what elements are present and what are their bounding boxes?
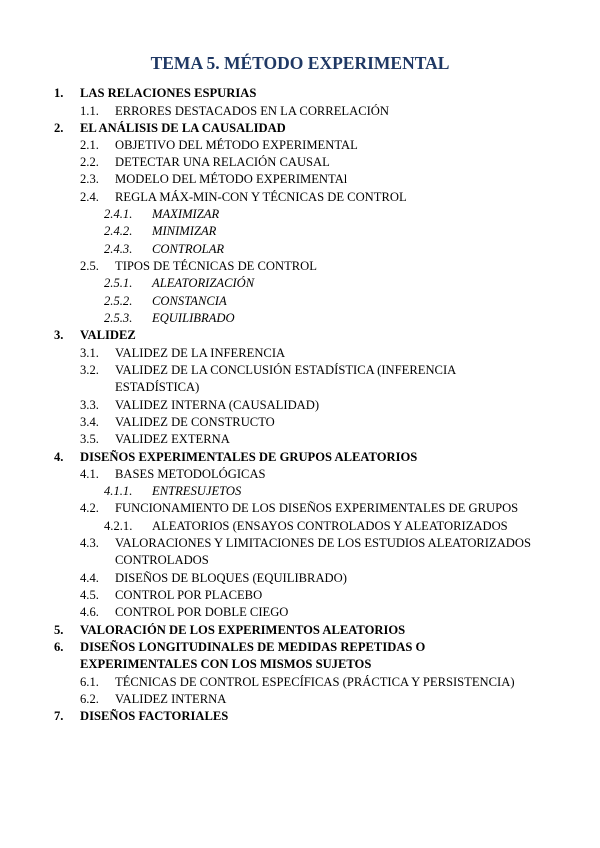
toc-section-5 bbox=[54, 623, 406, 638]
toc-label: VALIDEZ DE LA INFERENCIA bbox=[115, 346, 286, 360]
toc-item-4-2 bbox=[80, 501, 519, 516]
toc-number: 2.5.3. bbox=[104, 311, 133, 325]
toc-number: 1.1. bbox=[80, 104, 99, 118]
toc-label: CONTROL POR PLACEBO bbox=[115, 588, 263, 602]
toc-number: 4.5. bbox=[80, 588, 99, 602]
toc-item-2-3 bbox=[80, 172, 348, 187]
toc-item-3-5 bbox=[80, 432, 230, 447]
toc-label: DETECTAR UNA RELACIÓN CAUSAL bbox=[115, 155, 330, 169]
toc-number: 3.1. bbox=[80, 346, 99, 360]
toc-number: 4.6. bbox=[80, 605, 99, 619]
toc-item-2-1 bbox=[80, 138, 358, 153]
toc-number: 1. bbox=[54, 86, 64, 100]
toc-number: 6. bbox=[54, 640, 64, 654]
toc-item-2-4-2 bbox=[104, 224, 217, 239]
toc-number: 2.5.1. bbox=[104, 276, 133, 290]
toc-label: VALIDEZ INTERNA bbox=[115, 692, 227, 706]
toc-label: VALIDEZ INTERNA (CAUSALIDAD) bbox=[115, 398, 320, 412]
toc-label: DISEÑOS DE BLOQUES (EQUILIBRADO) bbox=[115, 571, 347, 585]
toc-number: 2.3. bbox=[80, 172, 99, 186]
toc-label: VALIDEZ DE CONSTRUCTO bbox=[115, 415, 275, 429]
toc-label-continuation: EXPERIMENTALES CON LOS MISMOS SUJETOS bbox=[80, 657, 372, 671]
toc-label: MAXIMIZAR bbox=[152, 207, 220, 221]
toc-number: 3.5. bbox=[80, 432, 99, 446]
toc-label: ALEATORIZACIÓN bbox=[152, 276, 255, 290]
toc-number: 3.4. bbox=[80, 415, 99, 429]
toc-item-4-1-1 bbox=[104, 484, 242, 499]
toc-label: EQUILIBRADO bbox=[152, 311, 235, 325]
toc-number: 4.4. bbox=[80, 571, 99, 585]
toc-label: FUNCIONAMIENTO DE LOS DISEÑOS EXPERIMENTALES DE GRUPOS bbox=[115, 501, 519, 515]
toc-label: VALIDEZ DE LA CONCLUSIÓN ESTADÍSTICA (INFERENCIA bbox=[115, 363, 457, 377]
toc-label: TIPOS DE TÉCNICAS DE CONTROL bbox=[115, 259, 317, 273]
toc-label: CONTROL POR DOBLE CIEGO bbox=[115, 605, 289, 619]
toc-item-3-2 bbox=[80, 363, 457, 378]
page-title: TEMA 5. MÉTODO EXPERIMENTAL bbox=[150, 53, 450, 73]
toc-number: 4.1.1. bbox=[104, 484, 133, 498]
toc-number: 2.4.3. bbox=[104, 242, 133, 256]
toc-label: DISEÑOS FACTORIALES bbox=[80, 709, 229, 723]
toc-label: ENTRESUJETOS bbox=[152, 484, 242, 498]
toc-label: ERRORES DESTACADOS EN LA CORRELACIÓN bbox=[115, 104, 389, 118]
toc-item-6-2 bbox=[80, 692, 227, 707]
toc-item-3-2-continuation bbox=[115, 380, 199, 395]
toc-item-6-1 bbox=[80, 675, 515, 690]
toc-label: BASES METODOLÓGICAS bbox=[115, 467, 266, 481]
toc-label: CONTROLAR bbox=[152, 242, 225, 256]
toc-section-6 bbox=[54, 640, 426, 655]
toc-item-2-5-2 bbox=[104, 294, 227, 309]
toc-number: 5. bbox=[54, 623, 64, 637]
toc-number: 4.2. bbox=[80, 501, 99, 515]
toc-section-4 bbox=[54, 450, 418, 465]
toc-label: CONSTANCIA bbox=[152, 294, 227, 308]
toc-label: OBJETIVO DEL MÉTODO EXPERIMENTAL bbox=[115, 138, 358, 152]
toc-label: EL ANÁLISIS DE LA CAUSALIDAD bbox=[80, 121, 286, 135]
toc-item-4-6 bbox=[80, 605, 289, 620]
toc-label: VALORACIÓN DE LOS EXPERIMENTOS ALEATORIOS bbox=[80, 623, 406, 637]
toc-number: 3. bbox=[54, 328, 64, 342]
toc-number: 2.5.2. bbox=[104, 294, 133, 308]
toc-item-3-3 bbox=[80, 398, 320, 413]
toc-number: 2.2. bbox=[80, 155, 99, 169]
toc-item-2-5 bbox=[80, 259, 317, 274]
toc-label: VALIDEZ bbox=[80, 328, 136, 342]
toc-item-2-4-1 bbox=[104, 207, 220, 222]
toc-number: 2.4.1. bbox=[104, 207, 133, 221]
toc-label: MINIMIZAR bbox=[152, 224, 217, 238]
toc-item-4-3-continuation bbox=[115, 553, 209, 568]
toc-number: 2.4. bbox=[80, 190, 99, 204]
toc-label: REGLA MÁX-MIN-CON Y TÉCNICAS DE CONTROL bbox=[115, 190, 407, 204]
toc-item-4-4 bbox=[80, 571, 347, 586]
toc-label: VALORACIONES Y LIMITACIONES DE LOS ESTUDIOS ALEATORIZADOS bbox=[115, 536, 531, 550]
toc-number: 2.4.2. bbox=[104, 224, 133, 238]
toc-number: 4.2.1. bbox=[104, 519, 133, 533]
toc-item-4-2-1 bbox=[104, 519, 508, 534]
toc-number: 2.5. bbox=[80, 259, 99, 273]
toc-item-4-1 bbox=[80, 467, 266, 482]
toc-number: 4.3. bbox=[80, 536, 99, 550]
toc-item-2-4 bbox=[80, 190, 407, 205]
toc-number: 6.2. bbox=[80, 692, 99, 706]
toc-number: 4.1. bbox=[80, 467, 99, 481]
toc-label-continuation: ESTADÍSTICA) bbox=[115, 380, 200, 394]
toc-item-2-5-3 bbox=[104, 311, 235, 326]
toc-section-1 bbox=[54, 86, 257, 101]
toc-label: VALIDEZ EXTERNA bbox=[115, 432, 230, 446]
toc-label: DISEÑOS EXPERIMENTALES DE GRUPOS ALEATORIOS bbox=[80, 450, 418, 464]
toc-label-continuation: CONTROLADOS bbox=[115, 553, 209, 567]
toc-label: ALEATORIOS (ENSAYOS CONTROLADOS Y ALEATORIZADOS bbox=[152, 519, 508, 533]
toc-number: 4. bbox=[54, 450, 64, 464]
toc-section-7 bbox=[54, 709, 229, 724]
toc-number: 3.3. bbox=[80, 398, 99, 412]
toc-number: 7. bbox=[54, 709, 64, 723]
toc-item-2-4-3 bbox=[104, 242, 225, 257]
toc-label: DISEÑOS LONGITUDINALES DE MEDIDAS REPETIDAS O bbox=[80, 640, 426, 654]
toc-item-3-1 bbox=[80, 346, 286, 361]
toc-item-4-5 bbox=[80, 588, 263, 603]
toc-section-2 bbox=[54, 121, 286, 136]
toc-item-1-1 bbox=[80, 104, 389, 119]
toc-number: 6.1. bbox=[80, 675, 99, 689]
toc-number: 3.2. bbox=[80, 363, 99, 377]
toc-item-3-4 bbox=[80, 415, 275, 430]
toc-section-3 bbox=[54, 328, 136, 343]
toc-label: LAS RELACIONES ESPURIAS bbox=[80, 86, 257, 100]
toc-item-2-5-1 bbox=[104, 276, 255, 291]
toc-item-4-3 bbox=[80, 536, 531, 551]
toc-label: MODELO DEL MÉTODO EXPERIMENTAl bbox=[115, 172, 348, 186]
toc-section-6-continuation bbox=[80, 657, 371, 672]
toc-label: TÉCNICAS DE CONTROL ESPECÍFICAS (PRÁCTICA Y PERSISTENCIA) bbox=[115, 675, 515, 689]
toc-number: 2.1. bbox=[80, 138, 99, 152]
toc-item-2-2 bbox=[80, 155, 330, 170]
toc-number: 2. bbox=[54, 121, 64, 135]
